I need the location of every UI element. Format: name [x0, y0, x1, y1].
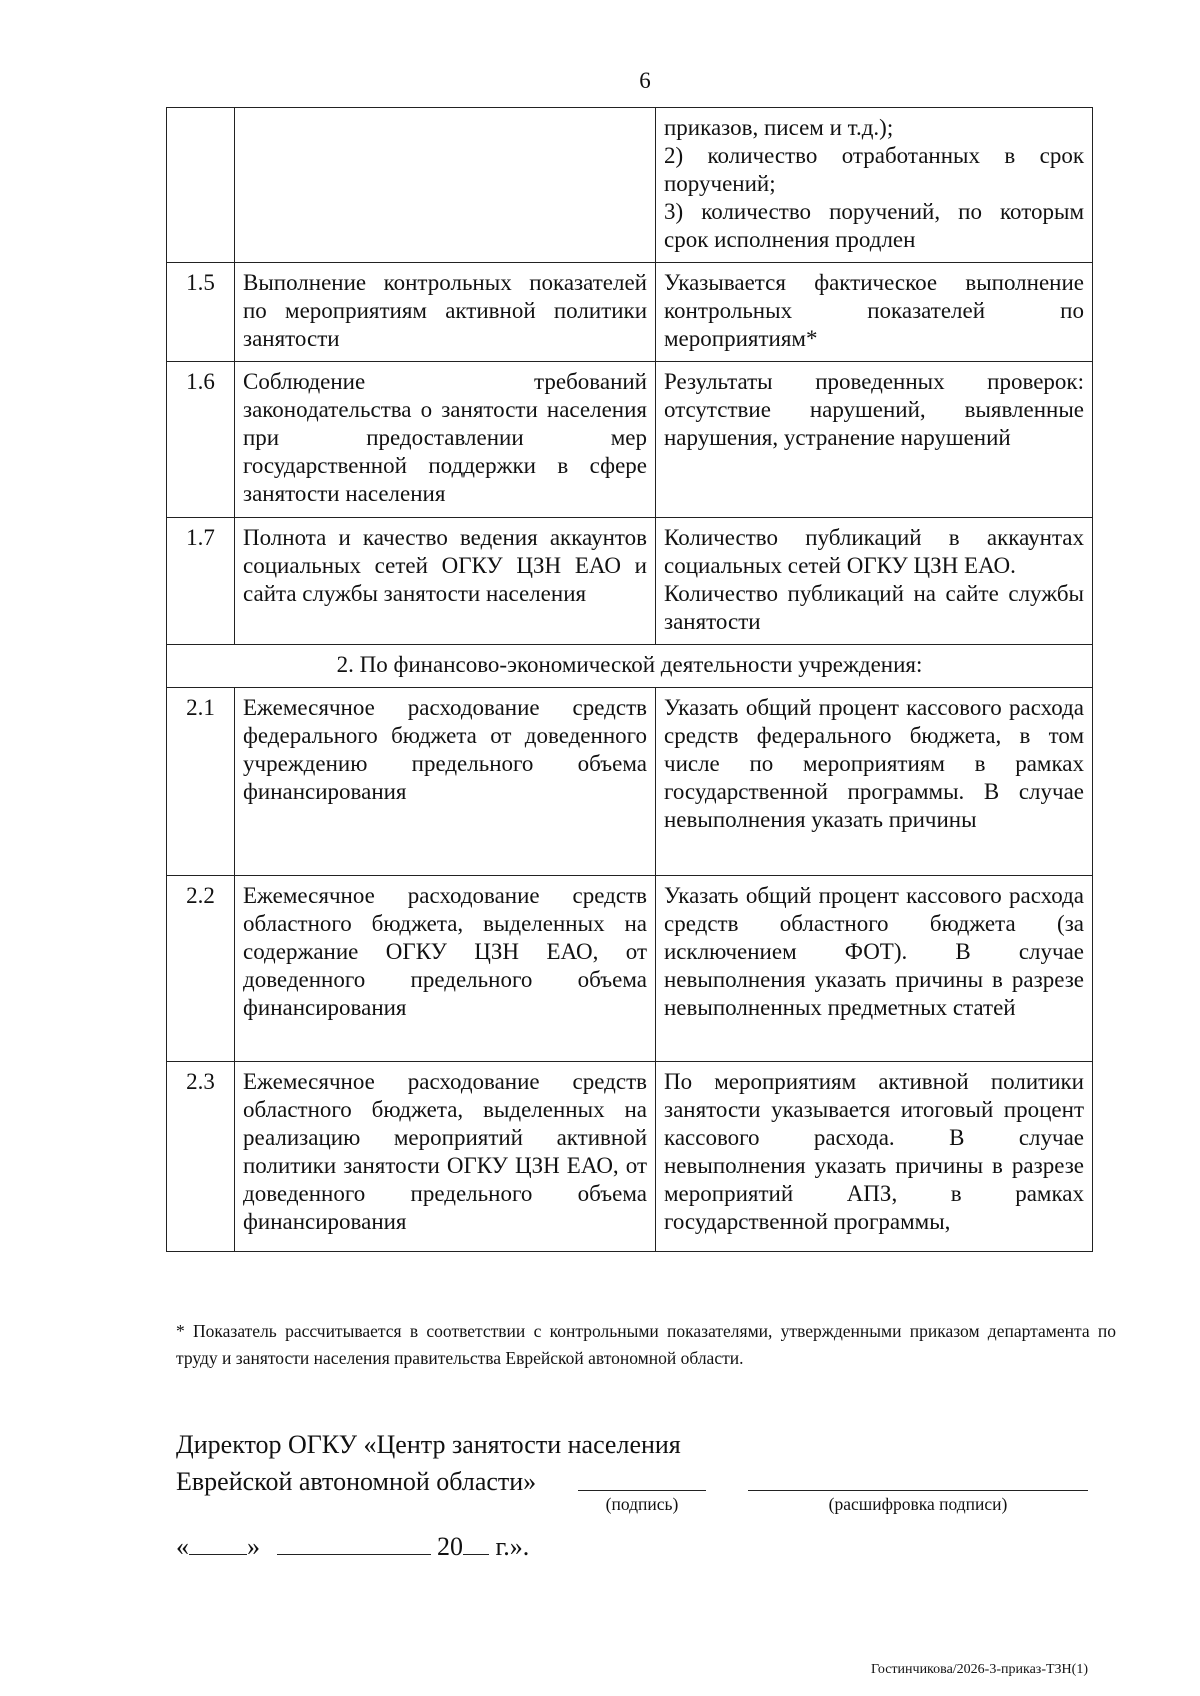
year-prefix: 20 [437, 1532, 463, 1561]
date-line [176, 1532, 529, 1562]
measure-line: Количество публикаций на сайте службы занятости [664, 581, 1084, 634]
measure-line: Количество публикаций в аккаунтах социальных сетей ОГКУ ЦЗН ЕАО. [664, 525, 1084, 578]
indicators-table [166, 107, 1093, 1252]
page-number: 6 [639, 68, 651, 93]
measure-text: Указать общий процент кассового расхода средств федерального бюджета, в том числе по мероприятиям в рамках государственной программы. В случае невыполнения указать причины [656, 688, 1093, 876]
measure-text: Указать общий процент кассового расхода средств областного бюджета (за исключением ФОТ). В случае невыполнения указать причины в разрезе невыполненных предметных статей [656, 876, 1093, 1062]
year-blank [463, 1534, 489, 1555]
indicator-text: Ежемесячное расходование средств федерального бюджета от доведенного учреждению предельного объема финансирования [235, 688, 656, 876]
indicator-text: Выполнение контрольных показателей по мероприятиям активной политики занятости [235, 263, 656, 362]
signature-decoding-line [748, 1490, 1088, 1491]
signature-label: (подпись) [605, 1494, 679, 1514]
document-id: Гостинчикова/2026-3-приказ-ТЗН(1) [871, 1662, 1088, 1677]
table-row [167, 688, 1093, 876]
row-number: 2.2 [167, 876, 235, 1062]
measure-line: 2) количество отработанных в срок поручений; [664, 143, 1084, 196]
indicator-text: Соблюдение требований законодательства о занятости населения при предоставлении мер государственной поддержки в сфере занятости населения [235, 362, 656, 518]
measure-cell [656, 518, 1093, 645]
footnote: * Показатель рассчитывается в соответствии с контрольными показателями, утвержденными приказом департамента по труду и занятости населения правительства Еврейской автономной области. [176, 1321, 1116, 1368]
date-open-quote: « [176, 1532, 189, 1561]
indicator-text: Ежемесячное расходование средств областного бюджета, выделенных на реализацию мероприятий активной политики занятости ОГКУ ЦЗН ЕАО, от доведенного предельного объема финансирования [235, 1062, 656, 1252]
indicator-text: Полнота и качество ведения аккаунтов социальных сетей ОГКУ ЦЗН ЕАО и сайта службы занятости населения [235, 518, 656, 645]
month-blank [277, 1534, 431, 1555]
decoding-label: (расшифровка подписи) [828, 1494, 1008, 1514]
row-number: 2.1 [167, 688, 235, 876]
director-signature-block [176, 1426, 681, 1500]
day-blank [189, 1534, 247, 1555]
row-number-cell [167, 108, 235, 263]
row-number: 1.7 [167, 518, 235, 645]
measure-line: 3) количество поручений, по которым срок исполнения продлен [664, 199, 1084, 252]
table-row [167, 876, 1093, 1062]
indicator-cell [235, 108, 656, 263]
measure-text: Указывается фактическое выполнение контрольных показателей по мероприятиям* [656, 263, 1093, 362]
director-title-line1: Директор ОГКУ «Центр занятости населения [176, 1430, 681, 1459]
table-row [167, 1062, 1093, 1252]
row-number: 2.3 [167, 1062, 235, 1252]
signature-line [578, 1490, 706, 1491]
indicator-text: Ежемесячное расходование средств областного бюджета, выделенных на содержание ОГКУ ЦЗН ЕАО, от доведенного предельного объема финансирования [235, 876, 656, 1062]
measure-text: По мероприятиям активной политики занятости указывается итоговый процент кассового расхода. В случае невыполнения указать причины в разрезе мероприятий АПЗ, в рамках государственной программы, [656, 1062, 1093, 1252]
row-number: 1.6 [167, 362, 235, 518]
table-row [167, 263, 1093, 362]
date-close-quote: » [247, 1532, 260, 1561]
table-row [167, 362, 1093, 518]
measure-text: Результаты проведенных проверок: отсутствие нарушений, выявленные нарушения, устранение нарушений [656, 362, 1093, 518]
table-row [167, 518, 1093, 645]
section-header-row [167, 645, 1093, 688]
measure-line: приказов, писем и т.д.); [664, 115, 894, 140]
section-title: 2. По финансово-экономической деятельности учреждения: [167, 645, 1093, 688]
date-suffix: г.». [495, 1532, 530, 1561]
table-row-continuation [167, 108, 1093, 263]
row-number: 1.5 [167, 263, 235, 362]
measure-cell [656, 108, 1093, 263]
director-title-line2: Еврейской автономной области» [176, 1467, 537, 1496]
